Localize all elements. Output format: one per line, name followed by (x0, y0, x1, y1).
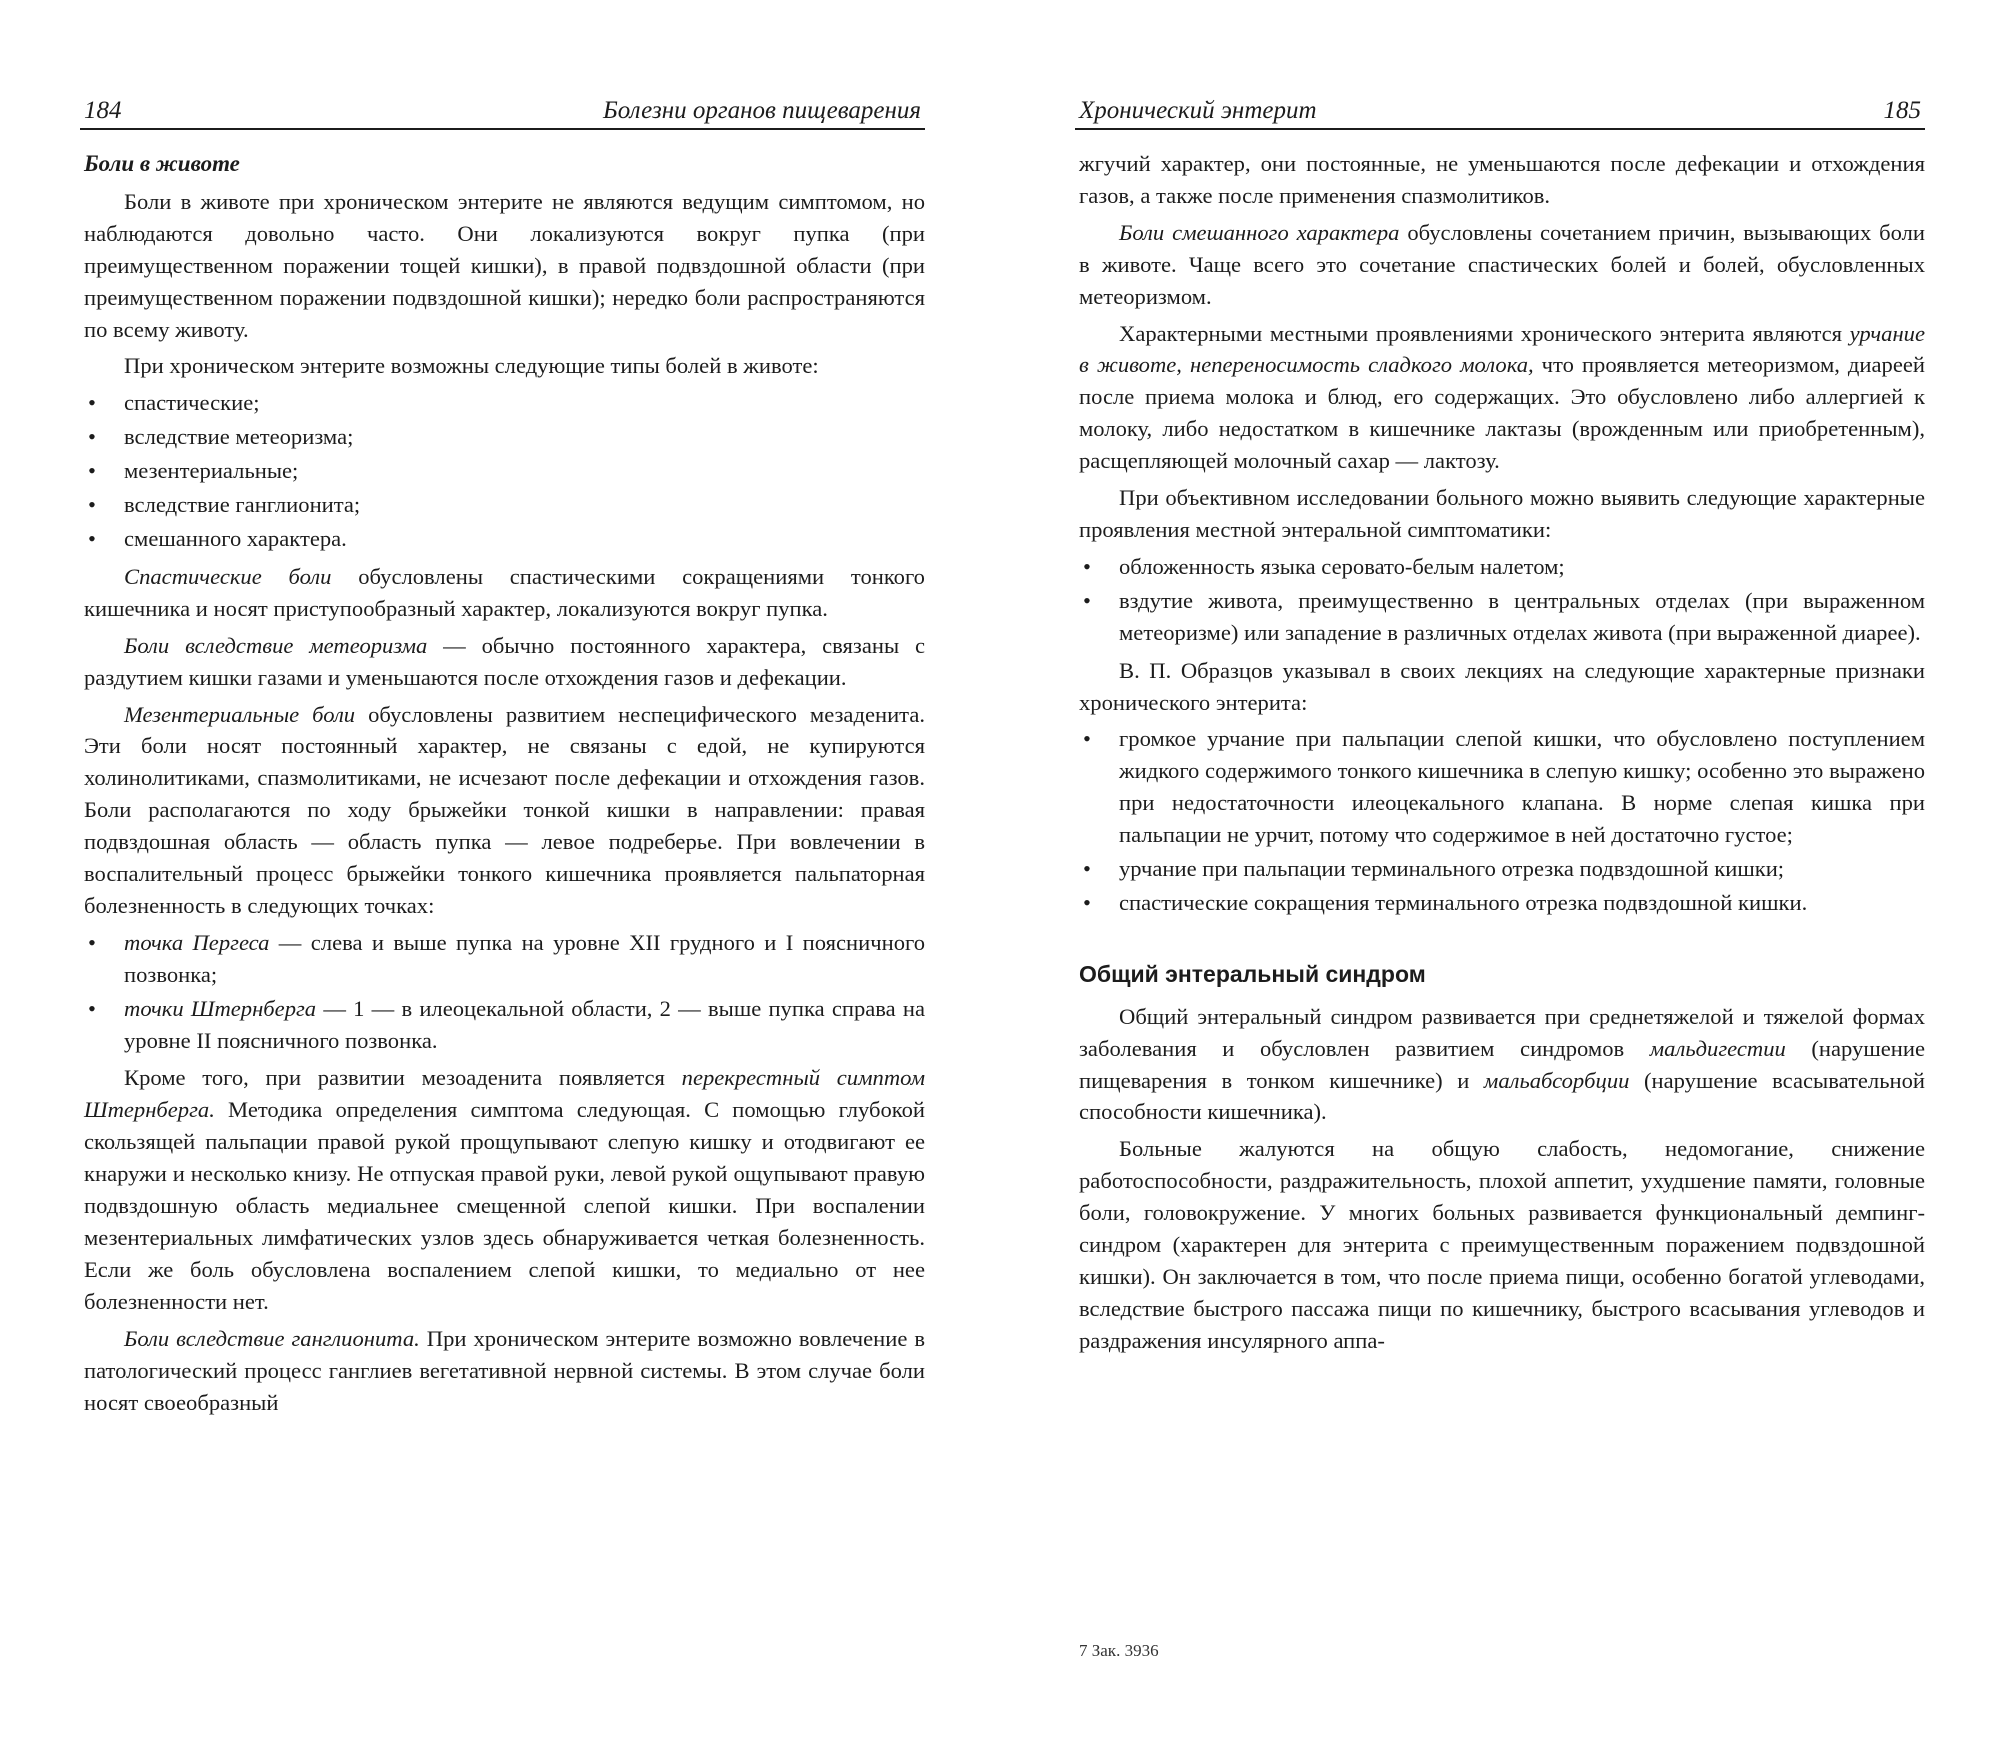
list-item (84, 927, 925, 991)
obraztsov-signs-list (1079, 723, 1925, 918)
term: точка Пергеса (124, 929, 270, 955)
text-run: (нарушение всасывательной способности кишечника). (1079, 1067, 1925, 1125)
right-running-head (1075, 88, 1925, 130)
text-run: — 1 — в илеоцекальной области, 2 — выше пупка справа на уровне II поясничного позвонка. (124, 995, 925, 1053)
right-page (1075, 0, 1925, 1763)
term: Мезентериальные боли (124, 701, 356, 727)
list-item: • спастические сокращения терминального отрезка подвздошной кишки. (1079, 887, 1925, 919)
paragraph (84, 561, 925, 625)
paragraph (84, 1062, 925, 1317)
list-item: • смешанного характера. (84, 523, 925, 555)
text-run: что проявляется метеоризмом, диареей после приема молока и блюд, его содержащих. Это обусловлено либо аллергией к молоку, либо недостатком в кишечнике лактазы (врожденным или приобретенным), расщепляющей молочный сахар — лактозу. (1079, 352, 1925, 474)
list-item: • вследствие ганглионита; (84, 489, 925, 521)
term: точки Штернберга (124, 995, 317, 1021)
text-run: Кроме того, при развитии мезоаденита появляется (124, 1065, 682, 1091)
paragraph: жгучий характер, они постоянные, не уменьшаются после дефекации и отхождения газов, а также после применения спазмолитиков. (1079, 151, 1925, 208)
section-heading: Общий энтеральный синдром (1079, 960, 1426, 987)
term: Боли вследствие ганглионита. (124, 1325, 420, 1351)
text-run: обусловлены развитием неспецифического мезаденита. Эти боли носят постоянный характер, не связаны с едой, не купируются холинолитиками, спазмолитиками, не исчезают после дефекации и отхождения газов. Боли располагаются по ходу брыжейки тонкой кишки в направлении: правая подвздошная область — область пупка — левое подреберье. При вовлечении в воспалительный процесс брыжейки тонкого кишечника проявляется пальпаторная болезненность в следующих точках: (84, 701, 925, 918)
paragraph: Боли в животе при хроническом энтерите не являются ведущим симптомом, но наблюдаются довольно часто. Они локализуются вокруг пупка (при преимущественном поражении тощей кишки), в правой подвздошной области (при преимущественном поражении подвздошной кишки); нередко боли распространяются по всему животу. (84, 188, 925, 342)
left-page (80, 0, 925, 1763)
list-item: • мезентериальные; (84, 455, 925, 487)
list-item: • спастические; (84, 387, 925, 419)
term: мальдигестии (1649, 1035, 1786, 1061)
list-item (84, 993, 925, 1057)
local-signs-list (1079, 551, 1925, 649)
paragraph: При хроническом энтерите возможны следующие типы болей в животе: (124, 353, 819, 379)
subsection-heading: Боли в животе (84, 151, 240, 176)
left-page-body (84, 148, 925, 1423)
text-run: — слева и выше пупка на уровне XII грудного и I поясничного позвонка; (124, 929, 925, 987)
pain-types-list (84, 387, 925, 555)
paragraph (84, 1323, 925, 1419)
list-item: • громкое урчание при пальпации слепой кишки, что обусловлено поступлением жидкого содержимого тонкого кишечника в слепую кишку; особенно это выражено при недостаточности илеоцекального клапана. В норме слепая кишка при пальпации не урчит, потому что содержимое в ней достаточно густое; (1079, 723, 1925, 851)
term: урчание в животе, непереносимость сладкого молока, (1079, 320, 1925, 378)
paragraph: Больные жалуются на общую слабость, недомогание, снижение работоспособности, раздражительность, плохой аппетит, ухудшение памяти, головные боли, головокружение. У многих больных развивается функциональный демпинг-синдром (характерен для энтерита с преимущественным поражением подвздошной кишки). Он заключается в том, что после приема пищи, особенно богатой углеводами, вследствие быстрого пассажа пищи по кишечнику, быстрого всасывания углеводов и раздражения инсулярного аппа- (1079, 1136, 1925, 1353)
paragraph (84, 699, 925, 922)
text-run: — обычно постоянного характера, связаны с раздутием кишки газами и уменьшаются после отхождения газов и дефекации. (84, 632, 926, 690)
right-running-title: Хронический энтерит (1079, 97, 1317, 124)
left-running-head (80, 88, 925, 130)
list-item: • вздутие живота, преимущественно в центральных отделах (при выраженном метеоризме) или западение в различных отделах живота (при выраженной диарее). (1079, 585, 1925, 649)
list-item: • урчание при пальпации терминального отрезка подвздошной кишки; (1079, 853, 1925, 885)
term: перекрестный симптом Штернберга. (84, 1065, 925, 1123)
left-page-number: 184 (84, 97, 122, 124)
paragraph (1079, 217, 1925, 313)
paragraph (1079, 318, 1925, 478)
right-page-number: 185 (1883, 97, 1921, 124)
text-run: Характерными местными проявлениями хронического энтерита являются (1119, 320, 1850, 346)
paragraph (1079, 1001, 1925, 1129)
print-order-mark: 7 Зак. 3936 (1079, 1641, 1159, 1660)
term: Боли вследствие метеоризма (124, 632, 428, 658)
term: мальабсорбции (1483, 1067, 1630, 1093)
paragraph (84, 630, 925, 694)
text-run: При хроническом энтерите возможно вовлечение в патологический процесс ганглиев вегетативной нервной системы. В этом случае боли носят своеобразный (84, 1325, 926, 1415)
paragraph: При объективном исследовании больного можно выявить следующие характерные проявления местной энтеральной симптоматики: (1079, 485, 1925, 542)
text-run: Методика определения симптома следующая. С помощью глубокой скользящей пальпации правой рукой прощупывают слепую кишку и отодвигают ее кнаружи и несколько книзу. Не отпуская правой руки, левой рукой ощупывают правую подвздошную область медиальнее смещенной слепой кишки. При воспалении мезентериальных лимфатических узлов здесь обнаруживается четкая болезненность. Если же боль обусловлена воспалением слепой кишки, то медиально от нее болезненности нет. (84, 1097, 925, 1314)
right-page-body (1079, 148, 1925, 1362)
text-run: (нарушение пищеварения в тонком кишечнике) и (1079, 1035, 1925, 1093)
term: Спастические боли (124, 563, 332, 589)
term: Боли смешанного характера (1119, 219, 1400, 245)
text-run: обусловлены сочетанием причин, вызывающих боли в животе. Чаще всего это сочетание спастических болей и болей, обусловленных метеоризмом. (1079, 219, 1925, 309)
list-item: • обложенность языка серовато-белым налетом; (1079, 551, 1925, 583)
paragraph: В. П. Образцов указывал в своих лекциях на следующие характерные признаки хронического энтерита: (1079, 657, 1925, 715)
left-running-title: Болезни органов пищеварения (603, 97, 921, 124)
text-run: Общий энтеральный синдром развивается при среднетяжелой и тяжелой формах заболевания и обусловлен развитием синдромов (1079, 1003, 1925, 1061)
tender-points-list (84, 927, 925, 1057)
list-item: • вследствие метеоризма; (84, 421, 925, 453)
text-run: обусловлены спастическими сокращениями тонкого кишечника и носят приступообразный характер, локализуются вокруг пупка. (84, 563, 925, 621)
